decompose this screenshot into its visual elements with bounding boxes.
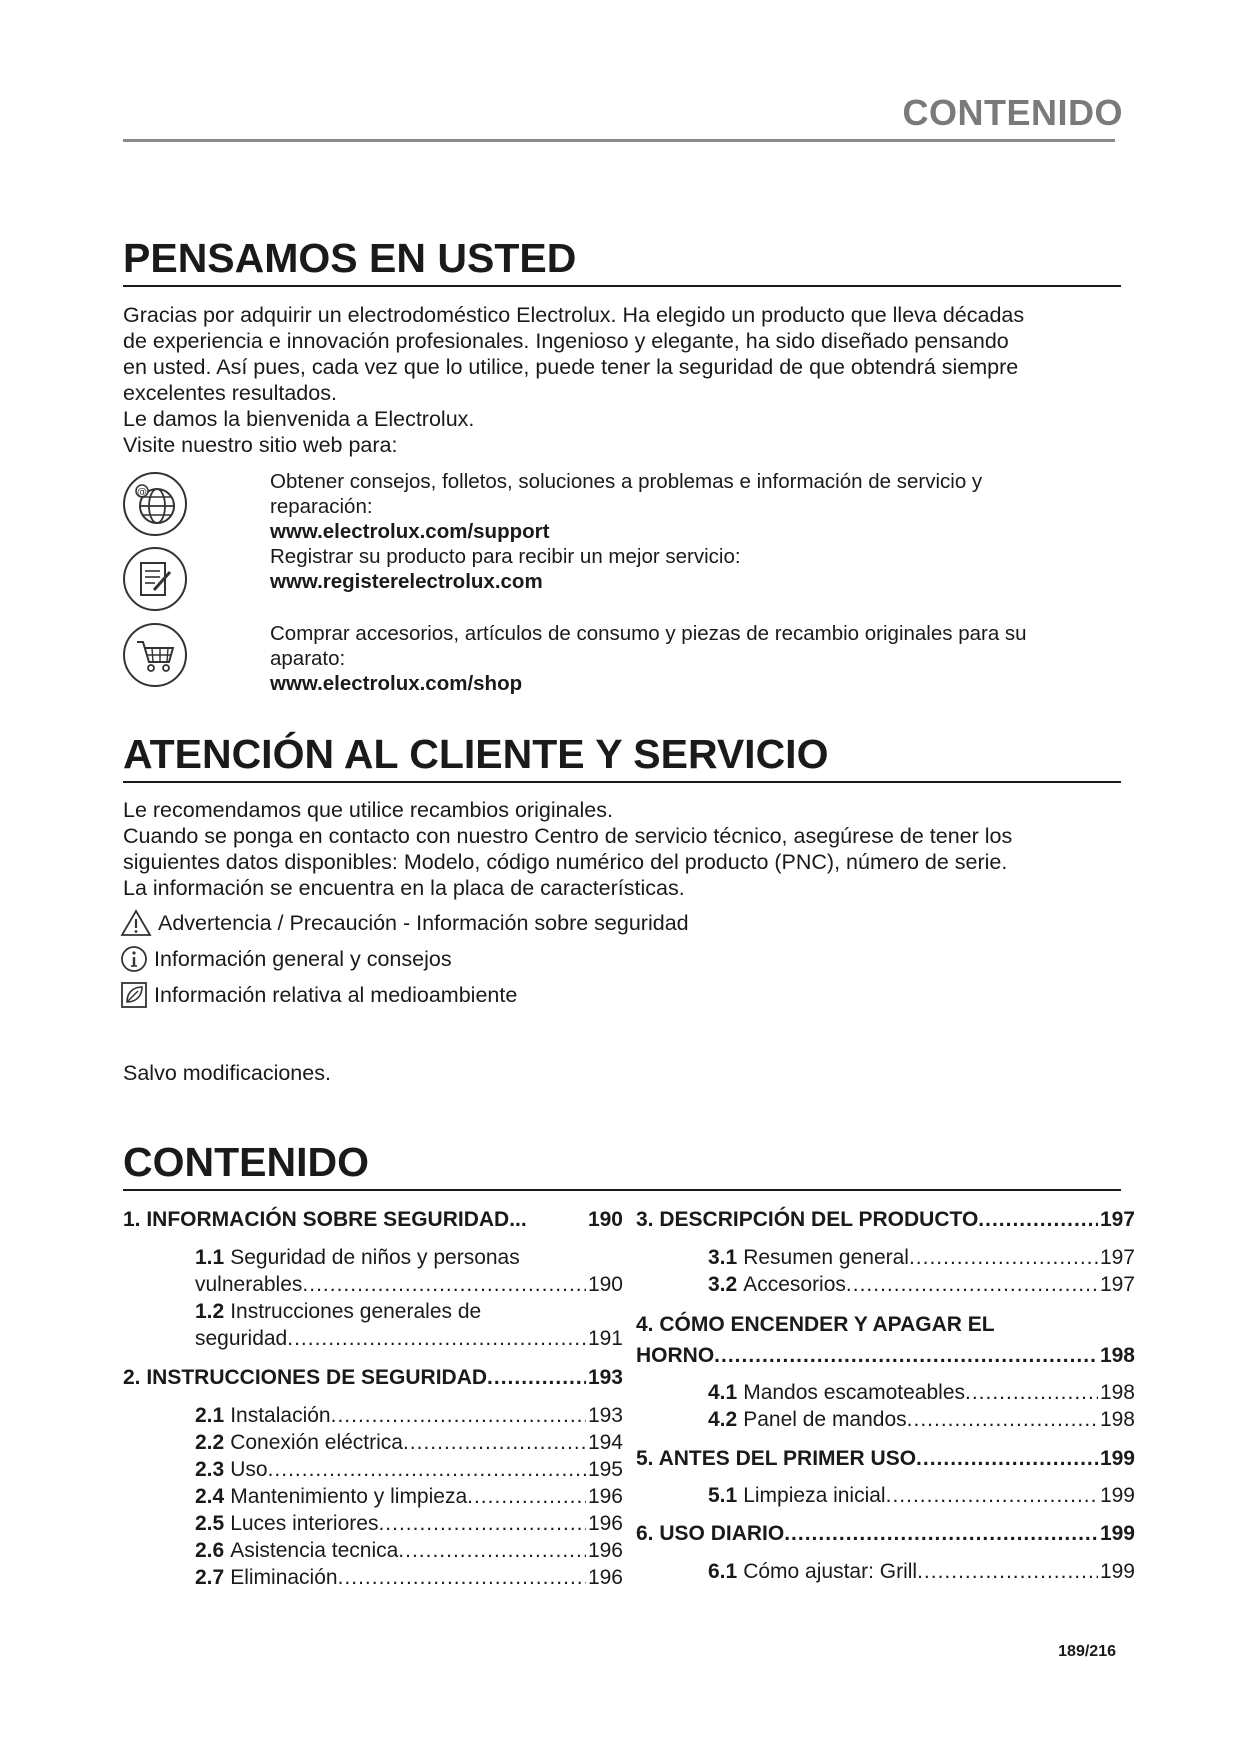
environment-icon (120, 981, 148, 1009)
toc-section-3[interactable]: 3. DESCRIPCIÓN DEL PRODUCTO ..... 197 (636, 1206, 1135, 1233)
legend-warning-text: Advertencia / Precaución - Información sobre seguridad (158, 911, 689, 935)
service-line: Le recomendamos que utilice recambios originales. (123, 798, 613, 822)
page-number: 189/216 (1058, 1643, 1116, 1660)
legend-info (120, 945, 452, 973)
warning-icon (120, 909, 152, 937)
toc-section-1[interactable]: 1. INFORMACIÓN SOBRE SEGURIDAD... 190 (123, 1208, 623, 1231)
support-link-block (270, 469, 1100, 594)
register-text: Registrar su producto para recibir un mejor servicio: (270, 545, 741, 568)
toc-left-column (123, 1206, 623, 1591)
modifications-note (123, 1060, 1118, 1086)
page-header-title: CONTENIDO (902, 92, 1123, 133)
toc-item-4-1[interactable]: 4.1 Mandos escamoteables ..... 198 (708, 1379, 1135, 1406)
toc-item-1-1-cont[interactable]: vulnerables ..... 190 (195, 1271, 623, 1298)
toc-section-2[interactable]: 2. INSTRUCCIONES DE SEGURIDAD ..... 193 (123, 1364, 623, 1391)
intro-text (123, 302, 1118, 458)
welcome-line: Le damos la bienvenida a Electrolux. (123, 407, 475, 431)
support-text: Obtener consejos, folletos, soluciones a problemas e información de servicio y (270, 470, 983, 493)
intro-line: en usted. Así pues, cada vez que lo utilice, puede tener la seguridad de que obtendrá siempre (123, 355, 1019, 379)
contents-divider (123, 1189, 1121, 1191)
legend-info-text: Información general y consejos (154, 947, 452, 971)
service-line: Cuando se ponga en contacto con nuestro Centro de servicio técnico, asegúrese de tener los (123, 824, 1013, 848)
toc-section-5[interactable]: 5. ANTES DEL PRIMER USO ..... 199 (636, 1445, 1135, 1472)
globe-icon (122, 471, 188, 537)
shop-text: aparato: (270, 647, 346, 670)
toc-section-4[interactable]: 4. CÓMO ENCENDER Y APAGAR EL (636, 1313, 995, 1336)
legend-warning (120, 909, 689, 937)
toc-item-2-3[interactable]: 2.3 Uso ..... 195 (195, 1456, 623, 1483)
intro-heading: PENSAMOS EN USTED (123, 235, 577, 281)
toc-section-4-cont[interactable]: HORNO ..... 198 (636, 1340, 1135, 1371)
visit-line: Visite nuestro sitio web para: (123, 433, 398, 457)
toc-section-6[interactable]: 6. USO DIARIO ..... 199 (636, 1520, 1135, 1547)
service-heading: ATENCIÓN AL CLIENTE Y SERVICIO (123, 731, 829, 777)
legend-environment (120, 981, 517, 1009)
toc-item-2-6[interactable]: 2.6 Asistencia tecnica ..... 196 (195, 1537, 623, 1564)
support-text: reparación: (270, 495, 373, 518)
info-icon (120, 945, 148, 973)
toc-item-3-2[interactable]: 3.2 Accesorios ..... 197 (708, 1271, 1135, 1298)
legend-environment-text: Información relativa al medioambiente (154, 983, 518, 1007)
toc-item-1-2[interactable]: 1.2 Instrucciones generales de (195, 1300, 482, 1323)
shop-text: Comprar accesorios, artículos de consumo y piezas de recambio originales para su (270, 622, 1027, 645)
contents-heading: CONTENIDO (123, 1139, 369, 1185)
shopping-cart-icon (122, 622, 188, 688)
register-url-link[interactable]: www.registerelectrolux.com (270, 570, 543, 593)
intro-line: de experiencia e innovación profesionales. Ingenioso y elegante, ha sido diseñado pensando (123, 329, 1009, 353)
shop-link-block (270, 621, 1100, 696)
toc-item-1-1[interactable]: 1.1 Seguridad de niños y personas (195, 1246, 520, 1269)
service-line: La información se encuentra en la placa de características. (123, 876, 685, 900)
toc-item-6-1[interactable]: 6.1 Cómo ajustar: Grill ..... 199 (708, 1558, 1135, 1585)
toc-item-2-1[interactable]: 2.1 Instalación ..... 193 (195, 1402, 623, 1429)
register-form-icon (122, 546, 188, 612)
intro-divider (123, 285, 1121, 287)
toc-item-2-7[interactable]: 2.7 Eliminación ..... 196 (195, 1564, 623, 1591)
service-text (123, 797, 1118, 901)
shop-url-link[interactable]: www.electrolux.com/shop (270, 672, 523, 695)
intro-line: excelentes resultados. (123, 381, 337, 405)
toc-item-2-5[interactable]: 2.5 Luces interiores ..... 196 (195, 1510, 623, 1537)
service-line: siguientes datos disponibles: Modelo, código numérico del producto (PNC), número de serie. (123, 850, 1008, 874)
intro-line: Gracias por adquirir un electrodoméstico Electrolux. Ha elegido un producto que lleva décadas (123, 303, 1025, 327)
support-url-link[interactable]: www.electrolux.com/support (270, 520, 550, 543)
header-divider (123, 139, 1115, 142)
service-divider (123, 781, 1121, 783)
toc-item-5-1[interactable]: 5.1 Limpieza inicial ..... 199 (708, 1482, 1135, 1509)
modifications-note-text: Salvo modificaciones. (123, 1061, 331, 1085)
toc-item-2-2[interactable]: 2.2 Conexión eléctrica ..... 194 (195, 1429, 623, 1456)
toc-item-1-2-cont[interactable]: seguridad ..... 191 (195, 1325, 623, 1352)
svg-text:@: @ (137, 487, 147, 498)
toc-item-4-2[interactable]: 4.2 Panel de mandos ..... 198 (708, 1406, 1135, 1433)
toc-item-2-4[interactable]: 2.4 Mantenimiento y limpieza ..... 196 (195, 1483, 623, 1510)
toc-item-3-1[interactable]: 3.1 Resumen general ..... 197 (708, 1244, 1135, 1271)
toc-right-column (636, 1206, 1135, 1585)
